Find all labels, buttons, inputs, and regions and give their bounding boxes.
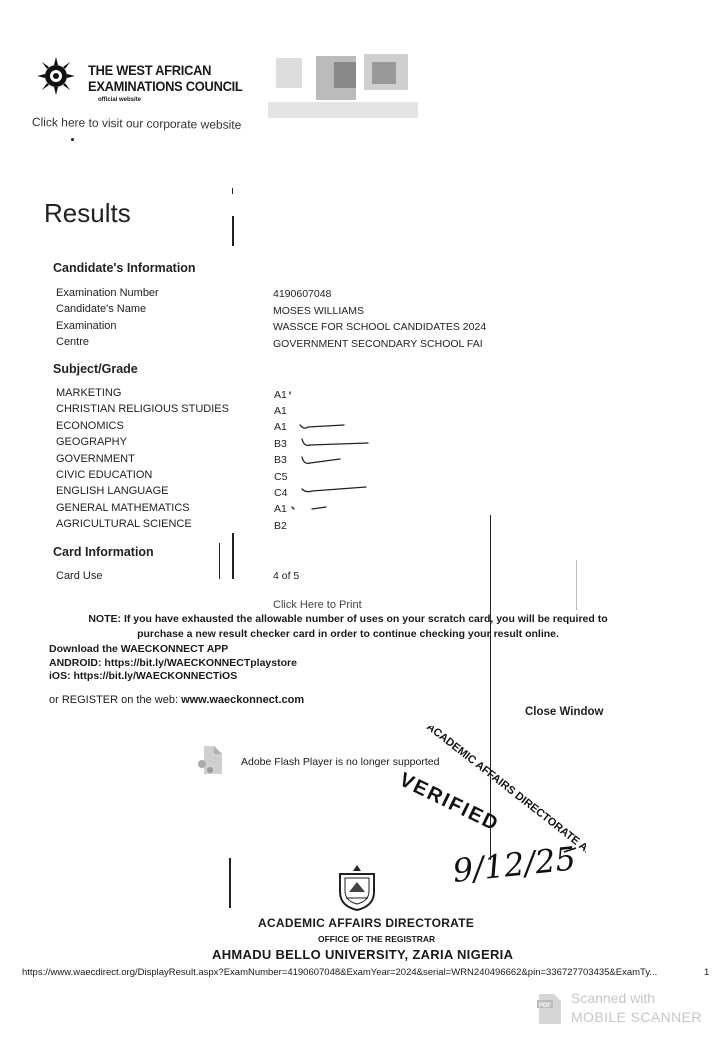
subject-name: ENGLISH LANGUAGE bbox=[56, 485, 169, 497]
exam-number-value: 4190607048 bbox=[273, 288, 332, 300]
watermark-line1: Scanned with bbox=[571, 990, 656, 1006]
subject-name: GEOGRAPHY bbox=[56, 436, 127, 448]
university-crest bbox=[336, 862, 378, 912]
page-url: https://www.waecdirect.org/DisplayResult.aspx?ExamNumber=4190607048&ExamYear=2024&serial=WRN240496662&pin=336727703435&ExamTy... bbox=[22, 967, 658, 978]
subject-name: AGRICULTURAL SCIENCE bbox=[56, 518, 192, 530]
card-use-label: Card Use bbox=[56, 570, 103, 582]
handwritten-tick-marks bbox=[280, 388, 380, 528]
candidate-name-label: Candidate's Name bbox=[56, 303, 147, 315]
subject-grade: B2 bbox=[274, 520, 287, 532]
scanner-watermark bbox=[537, 990, 702, 1030]
card-info-heading: Card Information bbox=[53, 545, 154, 559]
waec-logo-emblem bbox=[36, 56, 76, 96]
subject-grade: C5 bbox=[274, 471, 288, 483]
scan-mark bbox=[232, 216, 234, 246]
subject-name: ECONOMICS bbox=[56, 420, 124, 432]
scan-mark bbox=[229, 858, 231, 908]
plugin-icon bbox=[196, 742, 228, 778]
page-number: 1 bbox=[704, 967, 710, 978]
scan-mark bbox=[219, 543, 220, 579]
card-use-value: 4 of 5 bbox=[273, 570, 300, 582]
speck bbox=[71, 138, 74, 141]
org-name: THE WEST AFRICAN EXAMINATIONS COUNCIL bbox=[88, 62, 243, 94]
note-body: If you have exhausted the allowable number of uses on your scratch card, you will be required to purchase a new result checker card in order to continue checking your result online. bbox=[123, 613, 608, 640]
registrar-line: OFFICE OF THE REGISTRAR bbox=[318, 934, 436, 944]
corporate-website-link[interactable]: Click here to visit our corporate website bbox=[31, 115, 242, 132]
scan-mark bbox=[576, 560, 577, 610]
subject-name: GOVERNMENT bbox=[56, 453, 135, 465]
subject-grade: C4 bbox=[274, 487, 288, 499]
close-window-button[interactable]: Close Window bbox=[525, 706, 604, 718]
subject-grade: A1 bbox=[274, 421, 287, 433]
org-subtitle: official website bbox=[98, 97, 142, 103]
subject-grade: A1 bbox=[274, 389, 287, 401]
page-title: Results bbox=[44, 198, 131, 228]
subject-grade: B3 bbox=[274, 454, 287, 466]
examination-value: WASSCE FOR SCHOOL CANDIDATES 2024 bbox=[273, 321, 487, 333]
subject-name: GENERAL MATHEMATICS bbox=[56, 502, 190, 514]
stamp-verified: VERIFIED bbox=[396, 768, 503, 836]
candidate-photo bbox=[268, 52, 418, 122]
register-prefix: or REGISTER on the web: bbox=[49, 694, 178, 706]
scan-mark bbox=[232, 533, 234, 579]
subject-grade: B3 bbox=[274, 438, 287, 450]
university-line: AHMADU BELLO UNIVERSITY, ZARIA NIGERIA bbox=[212, 947, 514, 962]
watermark-line2: MOBILE SCANNER bbox=[571, 1009, 702, 1025]
note-prefix: NOTE: bbox=[88, 613, 122, 625]
ios-link[interactable]: iOS: https://bit.ly/WAECKONNECTiOS bbox=[49, 670, 238, 682]
note-text bbox=[68, 612, 628, 642]
examination-label: Examination bbox=[56, 320, 117, 332]
print-link[interactable]: Click Here to Print bbox=[273, 599, 362, 611]
centre-value: GOVERNMENT SECONDARY SCHOOL FAI bbox=[273, 338, 483, 350]
subject-name: CIVIC EDUCATION bbox=[56, 469, 153, 481]
centre-label: Centre bbox=[56, 336, 90, 348]
pdf-icon bbox=[537, 992, 563, 1026]
subject-name: CHRISTIAN RELIGIOUS STUDIES bbox=[56, 403, 229, 415]
directorate-line: ACADEMIC AFFAIRS DIRECTORATE bbox=[258, 916, 475, 930]
scan-mark bbox=[232, 188, 233, 194]
subject-grade: A1 bbox=[274, 405, 287, 417]
candidate-name-value: MOSES WILLIAMS bbox=[273, 305, 365, 317]
verification-stamp bbox=[396, 726, 586, 906]
flash-notice: Adobe Flash Player is no longer supported bbox=[241, 756, 440, 768]
subject-grade-heading: Subject/Grade bbox=[53, 362, 138, 376]
register-line bbox=[49, 694, 304, 706]
subject-grade: A1 bbox=[274, 503, 287, 515]
register-link[interactable]: www.waeckonnect.com bbox=[181, 694, 305, 706]
subject-name: MARKETING bbox=[56, 387, 122, 399]
app-download-text: Download the WAECKONNECT APP bbox=[49, 643, 229, 655]
svg-text:PDF: PDF bbox=[539, 1003, 551, 1009]
stamp-date: 9/12/25 bbox=[450, 839, 578, 890]
candidate-info-heading: Candidate's Information bbox=[53, 261, 196, 275]
android-link[interactable]: ANDROID: https://bit.ly/WAECKONNECTplaystore bbox=[49, 657, 297, 669]
exam-number-label: Examination Number bbox=[56, 287, 159, 299]
stamp-arc-text: ACADEMIC AFFAIRS DIRECTORATE ABU bbox=[424, 726, 586, 864]
